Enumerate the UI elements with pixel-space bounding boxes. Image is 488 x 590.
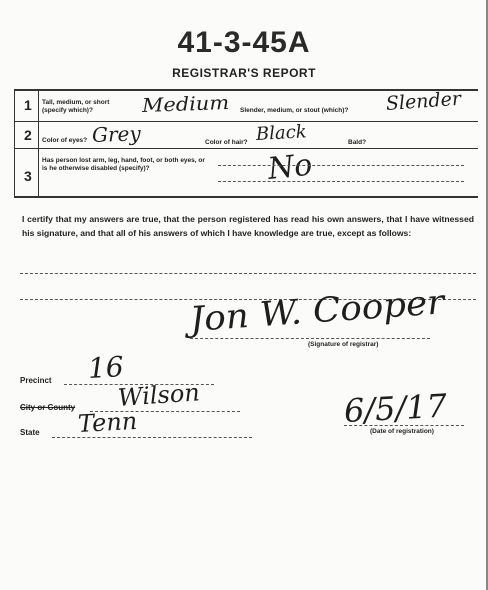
state-line bbox=[52, 437, 252, 438]
table-left-rule bbox=[14, 89, 15, 197]
height-value: Medium bbox=[141, 91, 230, 117]
eye-color-value: Grey bbox=[91, 121, 142, 147]
date-line bbox=[344, 425, 464, 426]
certification-text: I certify that my answers are true, that the person registered has read his own answers, that I have witnessed his signature, and that all of his answers of which I have knowledge are true, except as follows: bbox=[22, 214, 474, 238]
disability-value: No bbox=[266, 147, 314, 187]
date-caption: (Date of registration) bbox=[370, 428, 434, 435]
row-number: 3 bbox=[24, 168, 32, 184]
state-label: State bbox=[20, 428, 40, 437]
answer-line bbox=[218, 181, 464, 182]
signature-caption: (Signature of registrar) bbox=[308, 341, 379, 348]
row-divider bbox=[14, 148, 478, 149]
height-label: Tall, medium, or short (specify which)? bbox=[42, 99, 110, 114]
city-county-label: City or County bbox=[20, 403, 76, 412]
row-number: 1 bbox=[24, 97, 32, 113]
signature-line bbox=[190, 338, 430, 339]
city-county-value: Wilson bbox=[117, 378, 201, 412]
row-divider bbox=[14, 121, 478, 122]
number-column-rule bbox=[38, 89, 39, 197]
hair-color-label: Color of hair? bbox=[205, 139, 248, 146]
row-number: 2 bbox=[24, 127, 32, 143]
bald-label: Bald? bbox=[348, 139, 367, 146]
hair-color-value: Black bbox=[255, 121, 308, 145]
form-title: REGISTRAR'S REPORT bbox=[172, 66, 316, 80]
table-bottom-rule bbox=[14, 196, 478, 198]
state-value: Tenn bbox=[77, 406, 138, 438]
disability-label: Has person lost arm, leg, hand, foot, or both eyes, or is he otherwise disabled (specify)? bbox=[42, 157, 205, 172]
registrar-signature: Jon W. Cooper bbox=[188, 282, 446, 340]
answer-line bbox=[218, 165, 464, 166]
precinct-label: Precinct bbox=[20, 376, 52, 385]
precinct-value: 16 bbox=[87, 350, 125, 385]
registration-date: 6/5/17 bbox=[343, 386, 448, 430]
exception-line bbox=[20, 273, 476, 274]
build-value: Slender bbox=[385, 87, 462, 115]
build-label: Slender, medium, or stout (which)? bbox=[240, 107, 349, 114]
eye-color-label: Color of eyes? bbox=[42, 137, 88, 144]
form-number: 41-3-45A bbox=[177, 26, 311, 59]
